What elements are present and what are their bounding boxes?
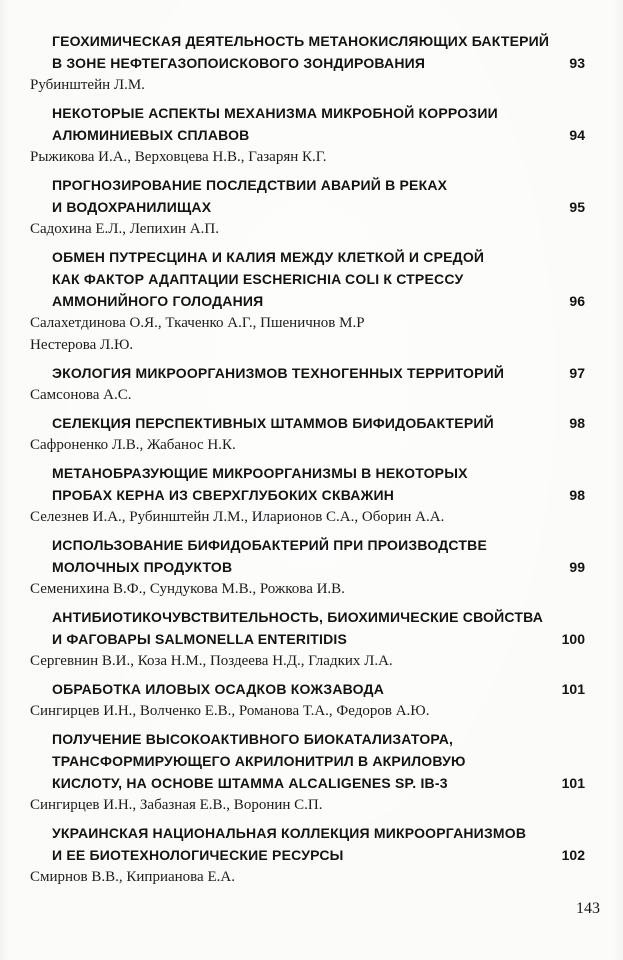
- entry-page-number: 101: [561, 681, 585, 697]
- toc-entry: [30, 246, 585, 356]
- entry-authors-line: Сингирцев И.Н., Волченко Е.В., Романова Т.А., Федоров А.Ю.: [30, 703, 430, 719]
- entry-authors-line: Самсонова А.С.: [30, 387, 132, 403]
- entry-authors-line: Рубинштейн Л.М.: [30, 77, 145, 93]
- entry-page-number: 95: [569, 199, 585, 215]
- entry-title-line: АНТИБИОТИКОЧУВСТВИТЕЛЬНОСТЬ, БИОХИМИЧЕСКИЕ СВОЙСТВА: [52, 609, 544, 625]
- entry-authors-line: Сингирцев И.Н., Забазная Е.В., Воронин С.П.: [30, 797, 323, 813]
- entry-title-block: [52, 362, 585, 384]
- entry-title-line: ОБРАБОТКА ИЛОВЫХ ОСАДКОВ КОЖЗАВОДА: [52, 681, 385, 697]
- entry-title-line: ПРОГНОЗИРОВАНИЕ ПОСЛЕДСТВИИ АВАРИЙ В РЕКАХ: [52, 177, 448, 193]
- entry-authors-line: Нестерова Л.Ю.: [30, 337, 134, 353]
- toc-entry: [30, 678, 585, 722]
- toc-entry: [30, 822, 585, 888]
- entry-title-line: ТРАНСФОРМИРУЮЩЕГО АКРИЛОНИТРИЛ В АКРИЛОВУЮ: [52, 753, 466, 769]
- entry-title-block: [52, 246, 585, 312]
- entry-title-line: АЛЮМИНИЕВЫХ СПЛАВОВ: [52, 127, 250, 143]
- entry-page-number: 96: [569, 293, 585, 309]
- entry-title-block: [52, 174, 585, 218]
- entry-title-line: МЕТАНОБРАЗУЮЩИЕ МИКРООРГАНИЗМЫ В НЕКОТОРЫХ: [52, 465, 468, 481]
- entry-title-line: ЭКОЛОГИЯ МИКРООРГАНИЗМОВ ТЕХНОГЕННЫХ ТЕРРИТОРИЙ: [52, 365, 505, 381]
- entry-page-number: 98: [569, 415, 585, 431]
- entry-title-line: СЕЛЕКЦИЯ ПЕРСПЕКТИВНЫХ ШТАММОВ БИФИДОБАКТЕРИЙ: [52, 415, 494, 431]
- entry-authors-line: Семенихина В.Ф., Сундукова М.В., Рожкова И.В.: [30, 581, 345, 597]
- toc-entry: [30, 102, 585, 168]
- entry-title-line: ОБМЕН ПУТРЕСЦИНА И КАЛИЯ МЕЖДУ КЛЕТКОЙ И СРЕДОЙ: [52, 249, 485, 265]
- entry-page-number: 98: [569, 487, 585, 503]
- entry-title-block: [52, 822, 585, 866]
- page-number: 143: [576, 900, 600, 917]
- entry-page-number: 99: [569, 559, 585, 575]
- entry-title-line: КАК ФАКТОР АДАПТАЦИИ ESCHERICHIA COLI К СТРЕССУ: [52, 271, 464, 287]
- entry-page-number: 93: [569, 55, 585, 71]
- entry-title-block: [52, 462, 585, 506]
- entry-title-block: [52, 606, 585, 650]
- toc-entry: [30, 174, 585, 240]
- entry-title-line: ГЕОХИМИЧЕСКАЯ ДЕЯТЕЛЬНОСТЬ МЕТАНОКИСЛЯЮЩИХ БАКТЕРИЙ: [52, 33, 550, 49]
- entry-title-block: [52, 678, 585, 700]
- entry-title-block: [52, 102, 585, 146]
- entry-authors-line: Салахетдинова О.Я., Ткаченко А.Г., Пшеничнов М.Р: [30, 315, 365, 331]
- entry-page-number: 100: [561, 631, 585, 647]
- entry-title-line: И ВОДОХРАНИЛИЩАХ: [52, 199, 212, 215]
- toc-entry: [30, 412, 585, 456]
- entry-title-line: АММОНИЙНОГО ГОЛОДАНИЯ: [52, 293, 264, 309]
- entry-page-number: 102: [561, 847, 585, 863]
- entry-title-line: НЕКОТОРЫЕ АСПЕКТЫ МЕХАНИЗМА МИКРОБНОЙ КОРРОЗИИ: [52, 105, 498, 121]
- entry-title-line: ПРОБАХ КЕРНА ИЗ СВЕРХГЛУБОКИХ СКВАЖИН: [52, 487, 395, 503]
- entry-authors-line: Смирнов В.В., Киприанова Е.А.: [30, 869, 235, 885]
- toc-entry: [30, 30, 585, 96]
- entry-title-block: [52, 30, 585, 74]
- entry-authors-line: Садохина Е.Л., Лепихин А.П.: [30, 221, 219, 237]
- entry-title-line: И ФАГОВАРЫ SALMONELLA ENTERITIDIS: [52, 631, 348, 647]
- entry-title-line: ИСПОЛЬЗОВАНИЕ БИФИДОБАКТЕРИЙ ПРИ ПРОИЗВОДСТВЕ: [52, 537, 487, 553]
- entry-title-block: [52, 412, 585, 434]
- entry-authors-line: Рыжикова И.А., Верховцева Н.В., Газарян К.Г.: [30, 149, 327, 165]
- entry-title-line: УКРАИНСКАЯ НАЦИОНАЛЬНАЯ КОЛЛЕКЦИЯ МИКРООРГАНИЗМОВ: [52, 825, 527, 841]
- entry-title-line: И ЕЕ БИОТЕХНОЛОГИЧЕСКИЕ РЕСУРСЫ: [52, 847, 344, 863]
- entry-title-block: [52, 728, 585, 794]
- entry-title-line: В ЗОНЕ НЕФТЕГАЗОПОИСКОВОГО ЗОНДИРОВАНИЯ: [52, 55, 426, 71]
- toc-entry: [30, 462, 585, 528]
- entry-title-line: ПОЛУЧЕНИЕ ВЫСОКОАКТИВНОГО БИОКАТАЛИЗАТОРА,: [52, 731, 454, 747]
- entry-page-number: 94: [569, 127, 585, 143]
- toc-entry: [30, 728, 585, 816]
- toc-entry: [30, 362, 585, 406]
- entry-title-line: МОЛОЧНЫХ ПРОДУКТОВ: [52, 559, 233, 575]
- entry-page-number: 97: [569, 365, 585, 381]
- entry-authors-line: Сергевнин В.И., Коза Н.М., Поздеева Н.Д., Гладких Л.А.: [30, 653, 393, 669]
- entry-authors-line: Сафроненко Л.В., Жабанос Н.К.: [30, 437, 236, 453]
- entry-title-block: [52, 534, 585, 578]
- entry-authors-line: Селезнев И.А., Рубинштейн Л.М., Иларионов С.А., Оборин А.А.: [30, 509, 445, 525]
- toc-entry: [30, 534, 585, 600]
- entry-page-number: 101: [561, 775, 585, 791]
- toc-entry: [30, 606, 585, 672]
- entry-title-line: КИСЛОТУ, НА ОСНОВЕ ШТАММА ALCALIGENES SP. IB-3: [52, 775, 448, 791]
